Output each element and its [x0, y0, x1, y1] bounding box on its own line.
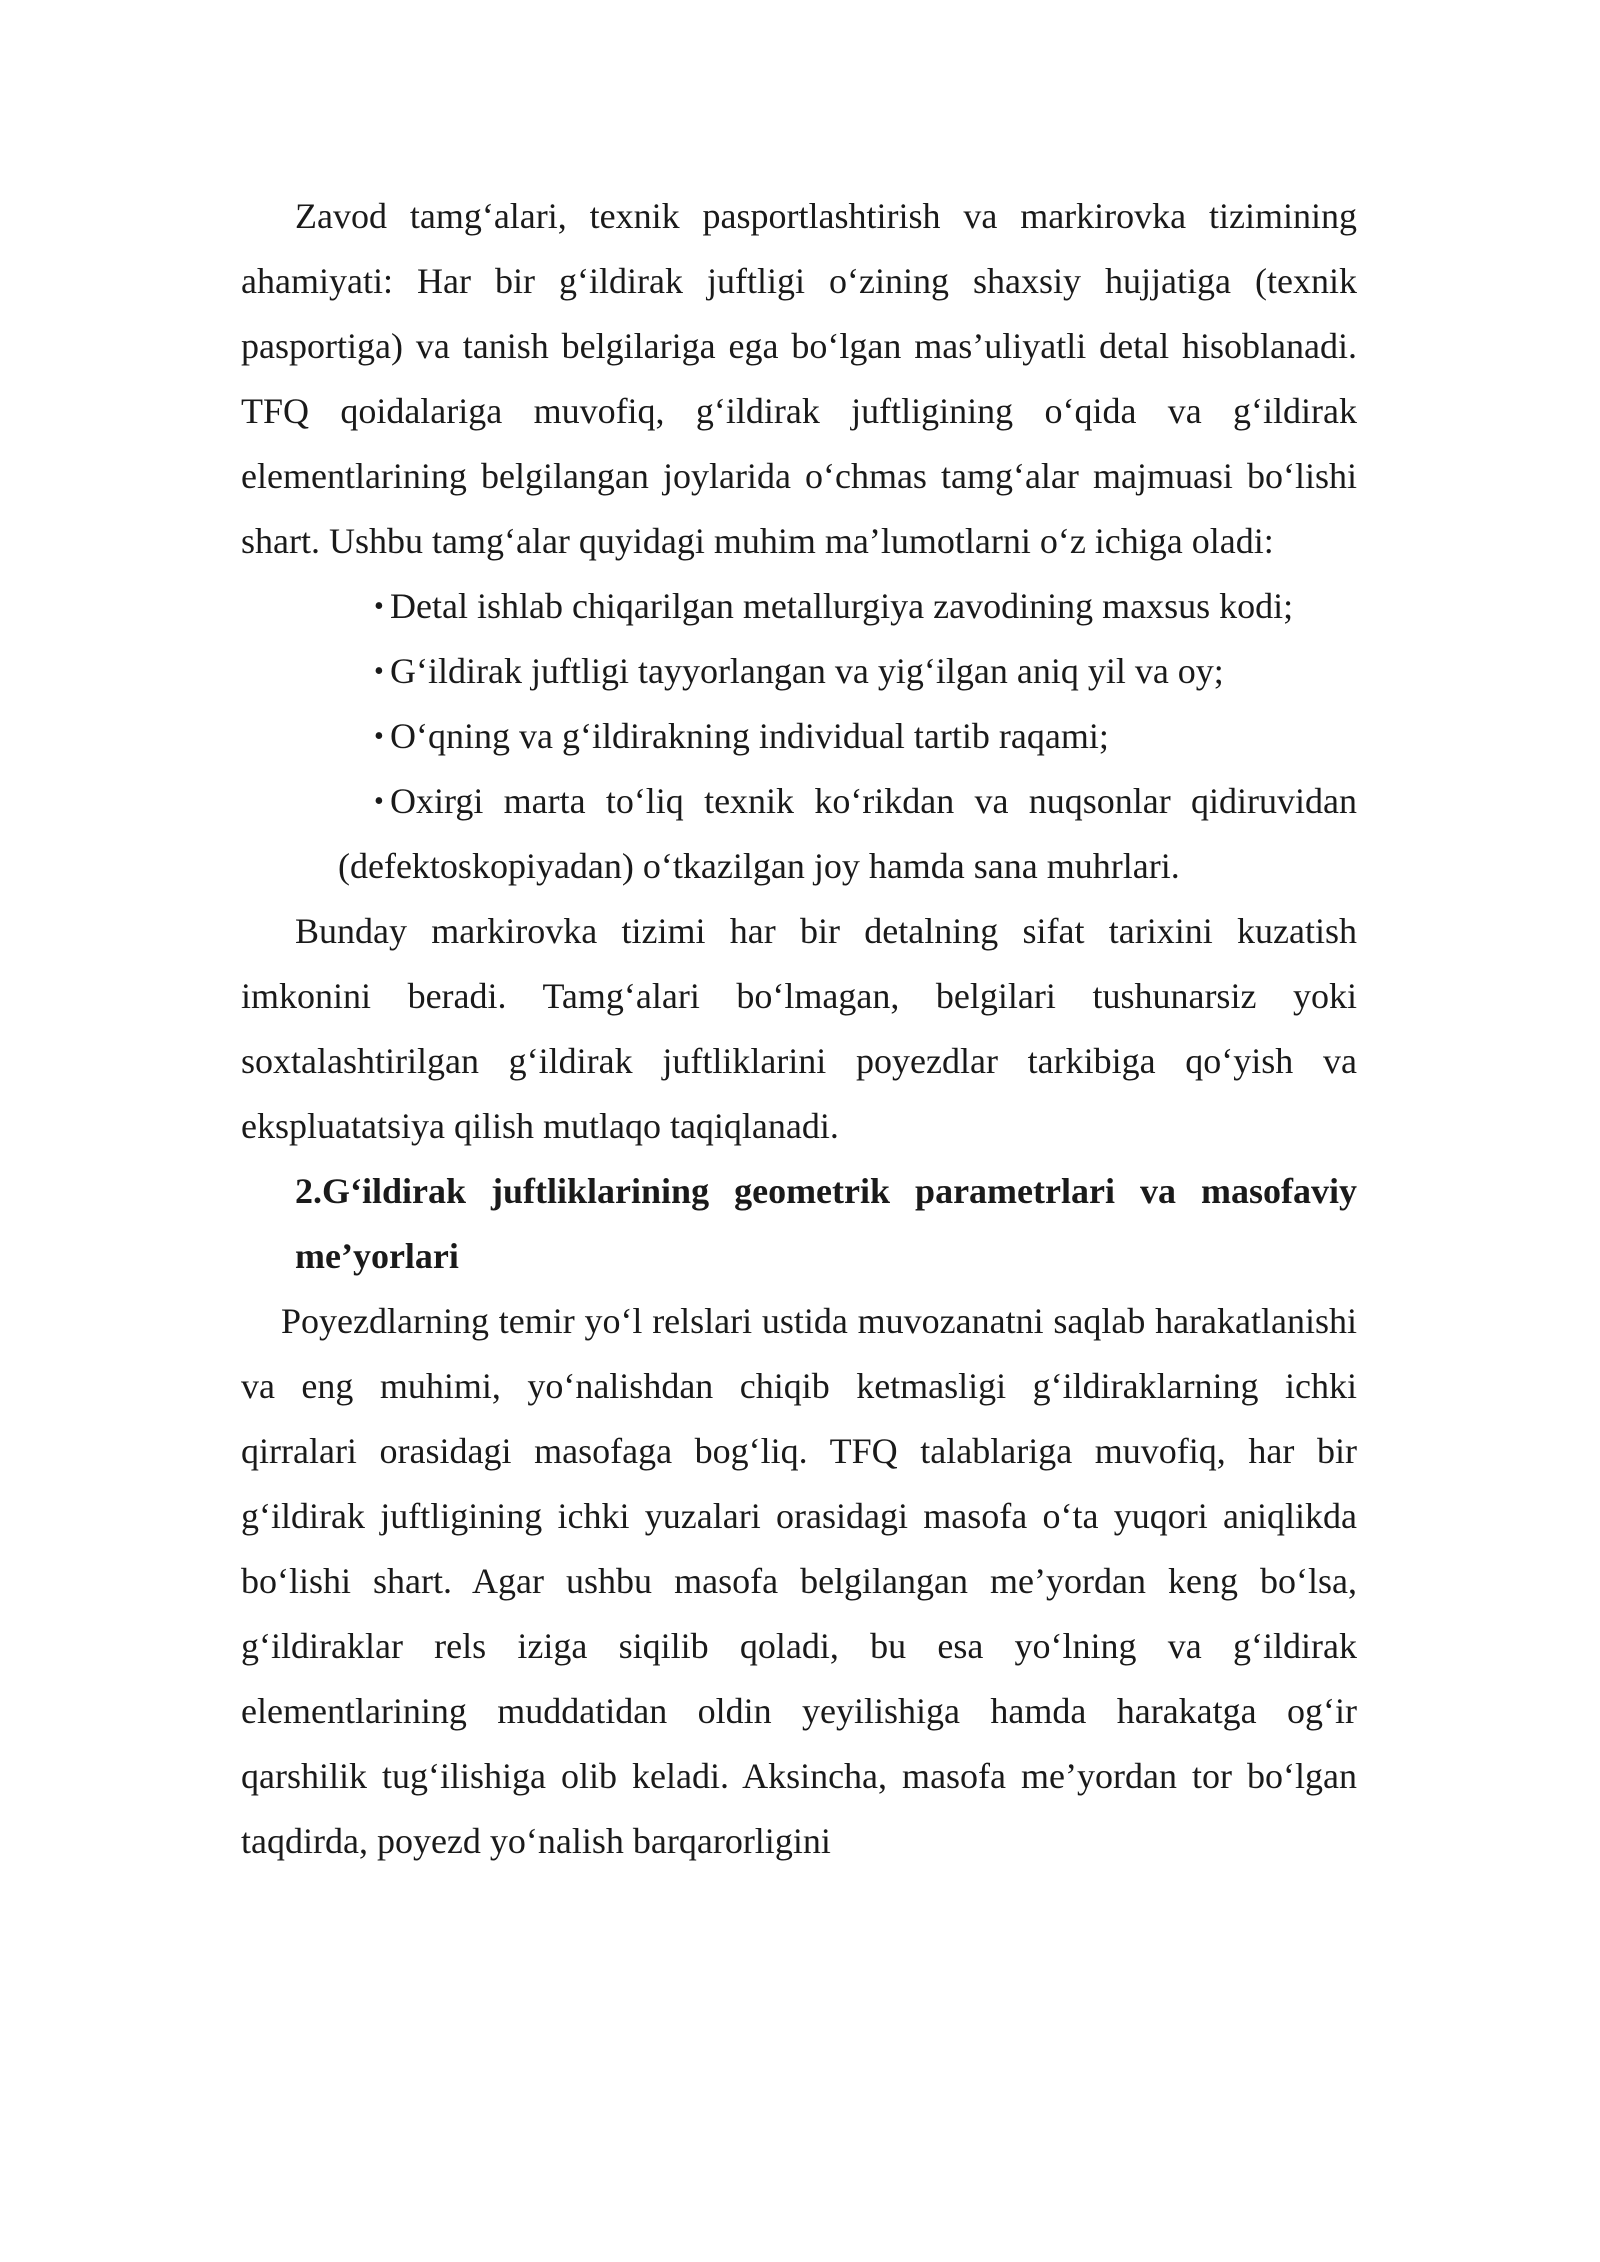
list-item-text: Detal ishlab chiqarilgan metallurgiya zavodining maxsus kodi;	[390, 586, 1294, 626]
list-item	[338, 574, 1357, 639]
list-item-text: Oxirgi marta to‘liq texnik ko‘rikdan va nuqsonlar qidiruvidan (defektoskopiyadan) o‘tkazilgan joy hamda sana muhrlari.	[338, 781, 1357, 886]
section-heading: 2.G‘ildirak juftliklarining geometrik parametrlari va masofaviy me’yorlari	[295, 1171, 1357, 1276]
document-body	[241, 184, 1357, 1874]
list-item-text: O‘qning va g‘ildirakning individual tartib raqami;	[390, 716, 1109, 756]
marking-info-list	[241, 574, 1357, 899]
bullet-icon: •	[374, 721, 384, 752]
list-item	[338, 769, 1357, 899]
bullet-icon: •	[374, 591, 384, 622]
bullet-icon: •	[374, 786, 384, 817]
paragraph-markings-importance: Zavod tamg‘alari, texnik pasportlashtirish va markirovka tizimining ahamiyati: Har bir g‘ildirak juftligi o‘zining shaxsiy hujjatiga (texnik pasportiga) va tanish belgilariga ega bo‘lgan mas’uliyatli detal hisoblanadi. TFQ qoidalariga muvofiq, g‘ildirak juftligining o‘qida va g‘ildirak elementlarining belgilangan joylarida o‘chmas tamg‘alar majmuasi bo‘lishi shart. Ushbu tamg‘alar quyidagi muhim ma’lumotlarni o‘z ichiga oladi:	[241, 196, 1357, 561]
list-item	[338, 704, 1357, 769]
list-item	[338, 639, 1357, 704]
list-item-text: G‘ildirak juftligi tayyorlangan va yig‘ilgan aniq yil va oy;	[390, 651, 1224, 691]
paragraph-marking-system: Bunday markirovka tizimi har bir detalning sifat tarixini kuzatish imkonini beradi. Tamg‘alari bo‘lmagan, belgilari tushunarsiz yoki soxtalashtirilgan g‘ildirak juftliklarini poyezdlar tarkibiga qo‘yish va ekspluatatsiya qilish mutlaqo taqiqlanadi.	[241, 911, 1357, 1146]
paragraph-geometric-parameters: Poyezdlarning temir yo‘l relslari ustida muvozanatni saqlab harakatlanishi va eng muhimi, yo‘nalishdan chiqib ketmasligi g‘ildiraklarning ichki qirralari orasidagi masofaga bog‘liq. TFQ talablariga muvofiq, har bir g‘ildirak juftligining ichki yuzalari orasidagi masofa o‘ta yuqori aniqlikda bo‘lishi shart. Agar ushbu masofa belgilangan me’yordan keng bo‘lsa, g‘ildiraklar rels iziga siqilib qoladi, bu esa yo‘lning va g‘ildirak elementlarining muddatidan oldin yeyilishiga hamda harakatga og‘ir qarshilik tug‘ilishiga olib keladi. Aksincha, masofa me’yordan tor bo‘lgan taqdirda, poyezd yo‘nalish barqarorligini	[241, 1301, 1357, 1861]
bullet-icon: •	[374, 656, 384, 687]
